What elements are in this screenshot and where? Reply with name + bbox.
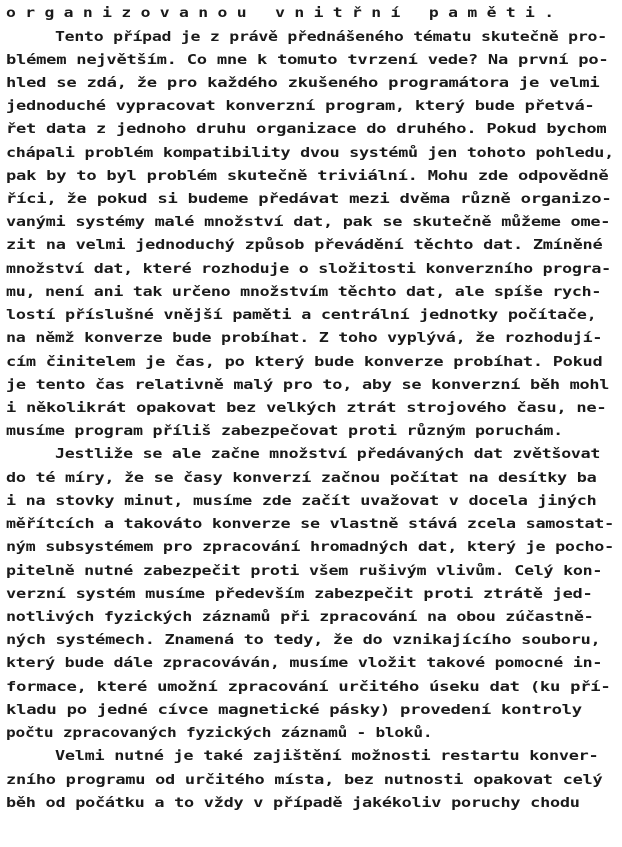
text-line: Tento případ je z právě přednášeného tématu skutečně pro- [55, 30, 607, 45]
text-line: verzní systém musíme především zabezpečit proti ztrátě jed- [6, 587, 593, 602]
text-line: množství dat, které rozhoduje o složitosti konverzního progra- [6, 262, 611, 277]
text-line: musíme program příliš zabezpečovat proti různým poruchám. [6, 424, 563, 439]
text-line: vanými systémy malé množství dat, pak se skutečně můžeme ome- [6, 215, 611, 230]
text-line: počtu zpracovaných fyzických záznamů - bloků. [6, 726, 433, 741]
text-line: do té míry, že se časy konverzí začnou počítat na desítky ba [6, 471, 597, 486]
text-line: na němž konverze bude probíhat. Z toho vyplývá, že rozhodují- [6, 331, 603, 346]
text-line: chápali problém kompatibility dvou systémů jen tohoto pohledu, [6, 146, 614, 161]
text-line: ných systémech. Znamená to tedy, že do vznikajícího souboru, [6, 633, 601, 648]
text-line: zního programu od určitého místa, bez nutnosti opakovat celý [6, 773, 603, 788]
text-line: pak by to byl problém skutečně triviální. Mohu zde odpovědně [6, 169, 609, 184]
text-line: formace, které umožní zpracování určitého úseku dat (ku pří- [6, 680, 611, 695]
text-line: i na stovky minut, musíme zde začít uvažovat v docela jiných [6, 494, 597, 509]
text-line: běh od počátku a to vždy v případě jakékoliv poruchy chodu [6, 796, 580, 811]
text-line: Velmi nutné je také zajištění možnosti restartu konver- [55, 749, 599, 764]
text-line: hled se zdá, že pro každého zkušeného programátora je velmi [6, 76, 600, 91]
text-line: notlivých fyzických záznamů při zpracování na obou zúčastně- [6, 610, 594, 625]
text-line: zit na velmi jednoduchý způsob převádění těchto dat. Zmíněné [6, 238, 603, 253]
text-line: cím činitelem je čas, po který bude konverze probíhat. Pokud [6, 355, 603, 370]
text-line: říci, že pokud si budeme předávat mezi dvěma různě organizo- [6, 192, 612, 207]
text-line: jednoduché vypracovat konverzní program, který bude přetvá- [6, 99, 595, 114]
text-line: i několikrát opakovat bez velkých ztrát strojového času, ne- [6, 401, 607, 416]
text-line: pitelně nutné zabezpečit proti všem rušivým vlivům. Celý kon- [6, 564, 603, 579]
text-line: blémem největším. Co mne k tomuto tvrzení vede? Na první po- [6, 53, 609, 68]
text-line: kladu po jedné cívce magnetické pásky) provedení kontroly [6, 703, 582, 718]
text-line: je tento čas relativně malý pro to, aby se konverzní běh mohl [6, 378, 610, 393]
text-line: Jestliže se ale začne množství předávaných dat zvětšovat [55, 447, 601, 462]
text-line: lostí příslušné vnější paměti a centrální jednotky počítače, [6, 308, 597, 323]
text-line: ným subsystémem pro zpracování hromadných dat, který je pocho- [6, 540, 614, 555]
text-line: o r g a n i z o v a n o u v n i t ř n í p a m ě t i . [6, 6, 554, 21]
text-line: který bude dále zpracováván, musíme vložit takové pomocné in- [6, 656, 603, 671]
text-line: řet data z jednoho druhu organizace do druhého. Pokud bychom [6, 122, 607, 137]
text-line: mu, není ani tak určeno množstvím těchto dat, ale spíše rych- [6, 285, 602, 300]
text-line: měřítcích a takováto konverze se vlastně stává zcela samostat- [6, 517, 614, 532]
